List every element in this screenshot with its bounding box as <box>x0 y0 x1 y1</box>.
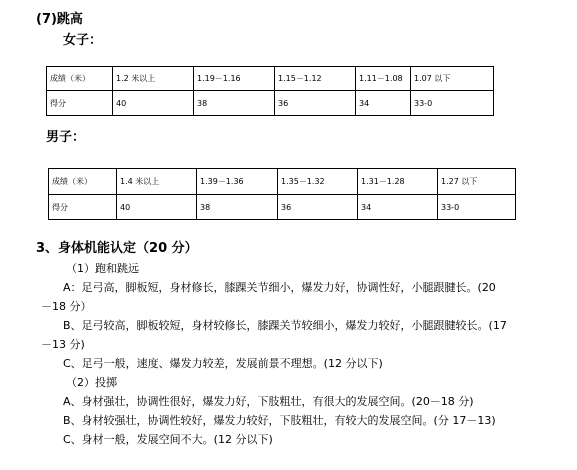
table-cell: 1.07 以下 <box>411 67 494 91</box>
table-row <box>49 169 516 195</box>
throw-title: （2）投掷 <box>66 376 117 389</box>
run-jump-title: （1）跑和跳远 <box>66 262 139 275</box>
table-row <box>49 195 516 220</box>
throw-c-line: C、身材一般，发展空间不大。(12 分以下) <box>63 433 273 446</box>
run-jump-b-line1: B、足弓较高，脚板较短，身材较修长，膝踝关节较细小，爆发力较好，小腿跟腱较长。(17 <box>63 319 507 332</box>
table-cell: 34 <box>356 91 411 116</box>
table-cell: 38 <box>194 91 275 116</box>
run-jump-a-line1: A：足弓高，脚板短，身材修长，膝踝关节细小，爆发力好，协调性好，小腿跟腱长。(20 <box>63 281 496 294</box>
throw-a-line: A、身材强壮，协调性很好，爆发力好，下肢粗壮，有很大的发展空间。(20－18 分) <box>63 395 474 408</box>
table-row <box>47 91 494 116</box>
high-jump-heading: (7)跳高 <box>36 12 83 27</box>
run-jump-a-line2: －18 分） <box>41 300 92 313</box>
female-score-table <box>46 66 494 116</box>
table-cell: 1.27 以下 <box>438 169 516 195</box>
male-label: 男子： <box>46 130 86 145</box>
table-cell: 得分 <box>47 91 113 116</box>
table-cell: 1.4 米以上 <box>117 169 197 195</box>
table-cell: 34 <box>358 195 438 220</box>
female-label: 女子： <box>63 33 103 48</box>
table-cell: 36 <box>275 91 356 116</box>
table-cell: 38 <box>197 195 278 220</box>
table-cell: 1.15－1.12 <box>275 67 356 91</box>
table-row <box>47 67 494 91</box>
table-cell: 得分 <box>49 195 117 220</box>
table-cell: 1.35－1.32 <box>278 169 358 195</box>
table-cell: 1.39－1.36 <box>197 169 278 195</box>
table-cell: 40 <box>113 91 194 116</box>
table-cell: 成绩（米） <box>47 67 113 91</box>
table-cell: 33-0 <box>438 195 516 220</box>
throw-b-line: B、身材较强壮，协调性较好，爆发力较好，下肢粗壮，有较大的发展空间。(分 17－13) <box>63 414 496 427</box>
table-cell: 33-0 <box>411 91 494 116</box>
run-jump-b-line2: －13 分) <box>41 338 85 351</box>
male-score-table <box>48 168 516 220</box>
table-cell: 36 <box>278 195 358 220</box>
table-cell: 1.2 米以上 <box>113 67 194 91</box>
run-jump-c-line: C、足弓一般，速度、爆发力较差，发展前景不理想。(12 分以下) <box>63 357 383 370</box>
table-cell: 40 <box>117 195 197 220</box>
table-cell: 1.11－1.08 <box>356 67 411 91</box>
physical-heading: 3、身体机能认定（20 分） <box>36 241 198 256</box>
table-cell: 1.31－1.28 <box>358 169 438 195</box>
table-cell: 1.19－1.16 <box>194 67 275 91</box>
table-cell: 成绩（米） <box>49 169 117 195</box>
